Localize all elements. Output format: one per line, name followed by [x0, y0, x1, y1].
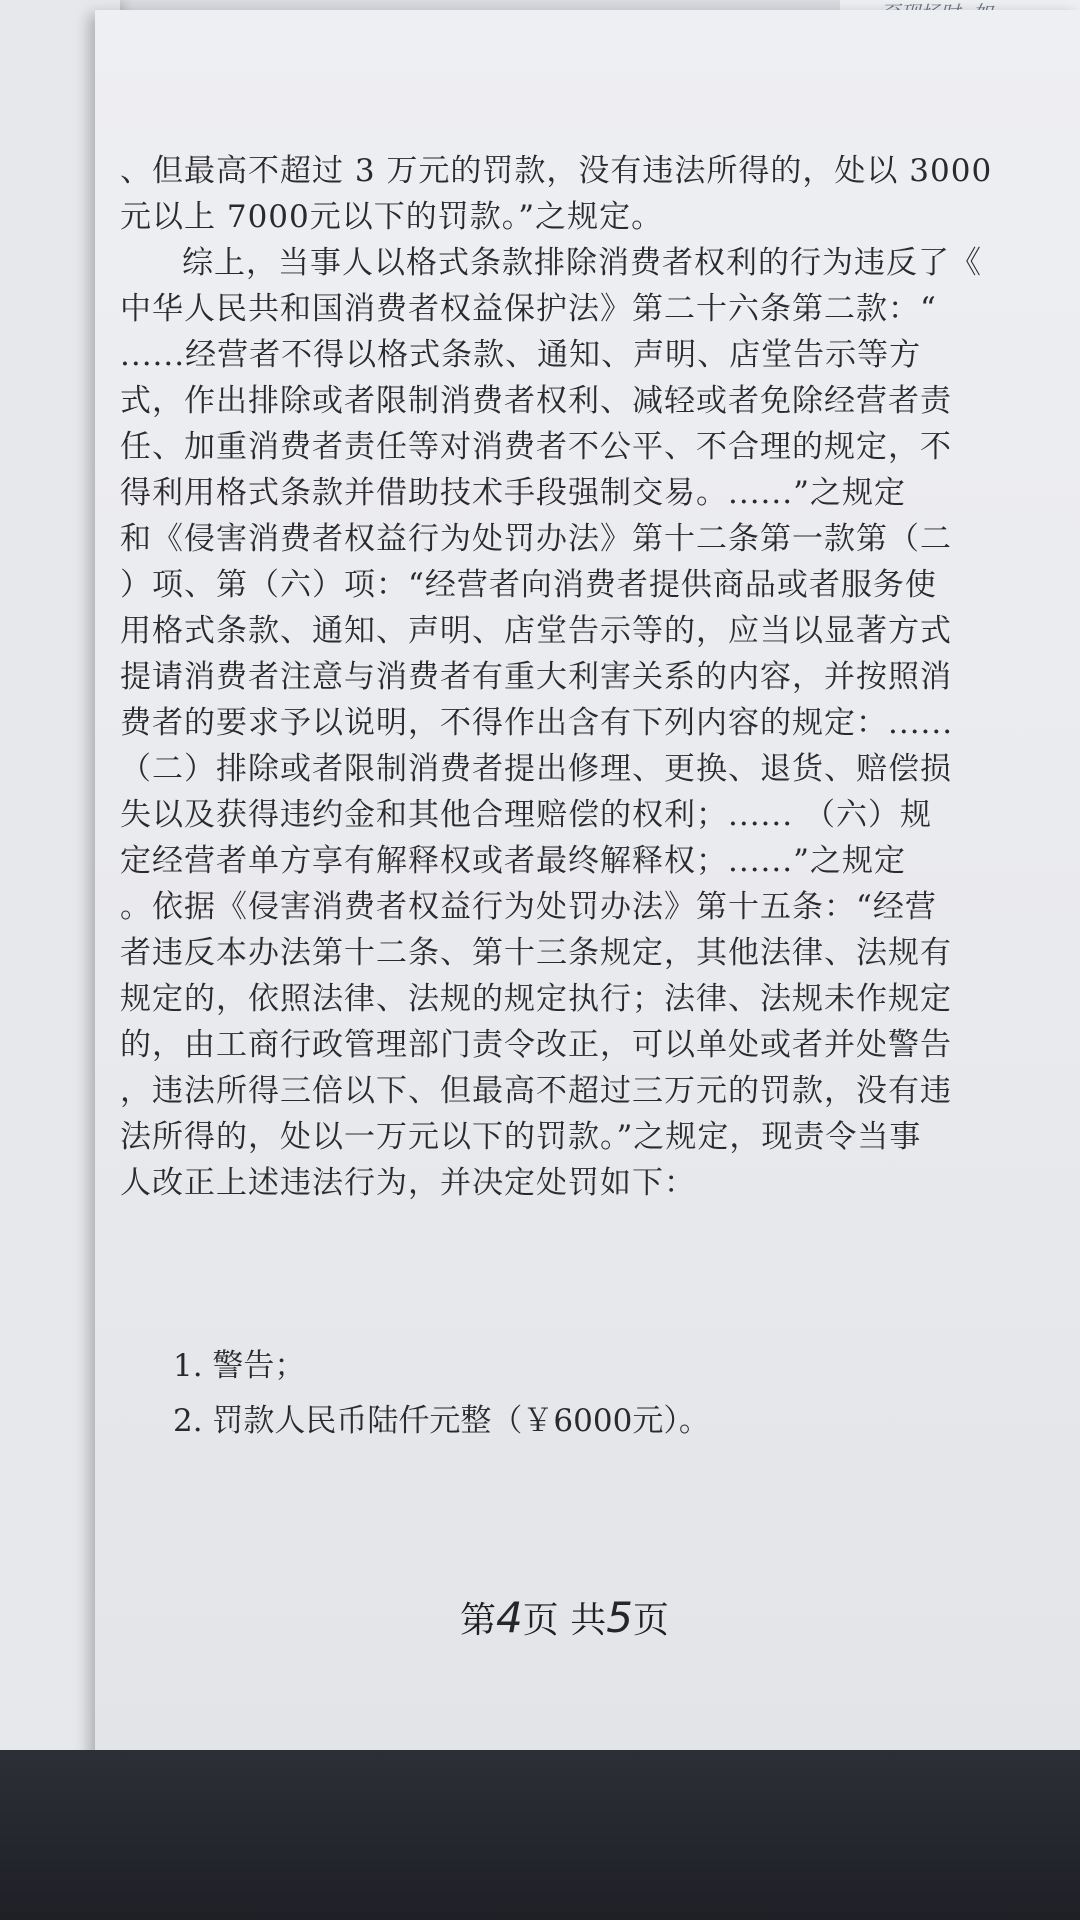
body-line: ）项、第（六）项：“经营者向消费者提供商品或者服务使 [120, 567, 937, 603]
paragraph-start-line: 综上，当事人以格式条款排除消费者权利的行为违反了《 [182, 245, 982, 281]
body-line: 式，作出排除或者限制消费者权利、减轻或者免除经营者责 [120, 383, 952, 419]
body-line: 人改正上述违法行为，并决定处罚如下： [120, 1165, 696, 1201]
body-line: ......经营者不得以格式条款、通知、声明、店堂告示等方 [120, 337, 922, 373]
body-line: 定经营者单方享有解释权或者最终解释权；......”之规定 [120, 843, 906, 879]
body-line: （二）排除或者限制消费者提出修理、更换、退货、赔偿损 [120, 751, 952, 787]
body-line: 元以上 7000元以下的罚款。”之规定。 [120, 199, 664, 235]
penalty-item-fine: 2. 罚款人民币陆仟元整（￥6000元）。 [173, 1403, 710, 1439]
footer-prefix: 第 [460, 1600, 497, 1641]
body-line: 任、加重消费者责任等对消费者不公平、不合理的规定，不 [120, 429, 952, 465]
body-line: 、但最高不超过 3 万元的罚款，没有违法所得的，处以 3000 [120, 153, 993, 189]
document-body [120, 148, 993, 1206]
penalty-item-warning: 1. 警告； [173, 1348, 306, 1384]
body-line: 失以及获得违约金和其他合理赔偿的权利；...... （六）规 [120, 797, 932, 833]
footer-mid: 页 共 [522, 1600, 607, 1641]
body-line: 中华人民共和国消费者权益保护法》第二十六条第二款：“ [120, 291, 937, 327]
page-number-footer [460, 1592, 760, 1643]
footer-suffix: 页 [632, 1600, 669, 1641]
body-line: 得利用格式条款并借助技术手段强制交易。......”之规定 [120, 475, 906, 511]
body-line: 者违反本办法第十二条、第十三条规定，其他法律、法规有 [120, 935, 952, 971]
body-line: 和《侵害消费者权益行为处罚办法》第十二条第一款第（二 [120, 521, 952, 557]
body-line: ，违法所得三倍以下、但最高不超过三万元的罚款，没有违 [120, 1073, 952, 1109]
handwritten-total-pages: 5 [606, 1593, 633, 1642]
body-line: 费者的要求予以说明，不得作出含有下列内容的规定：...... [120, 705, 954, 741]
body-line: 的，由工商行政管理部门责令改正，可以单处或者并处警告 [120, 1027, 952, 1063]
body-line: 用格式条款、通知、声明、店堂告示等的，应当以显著方式 [120, 613, 952, 649]
handwritten-page-number: 4 [496, 1593, 523, 1642]
body-line: 法所得的，处以一万元以下的罚款。”之规定，现责令当事 [120, 1119, 922, 1155]
body-line: 提请消费者注意与消费者有重大利害关系的内容，并按照消 [120, 659, 952, 695]
body-line: 规定的，依照法律、法规的规定执行；法律、法规未作规定 [120, 981, 952, 1017]
body-line: 。依据《侵害消费者权益行为处罚办法》第十五条：“经营 [120, 889, 937, 925]
desk-surface-bottom [0, 1750, 1080, 1920]
